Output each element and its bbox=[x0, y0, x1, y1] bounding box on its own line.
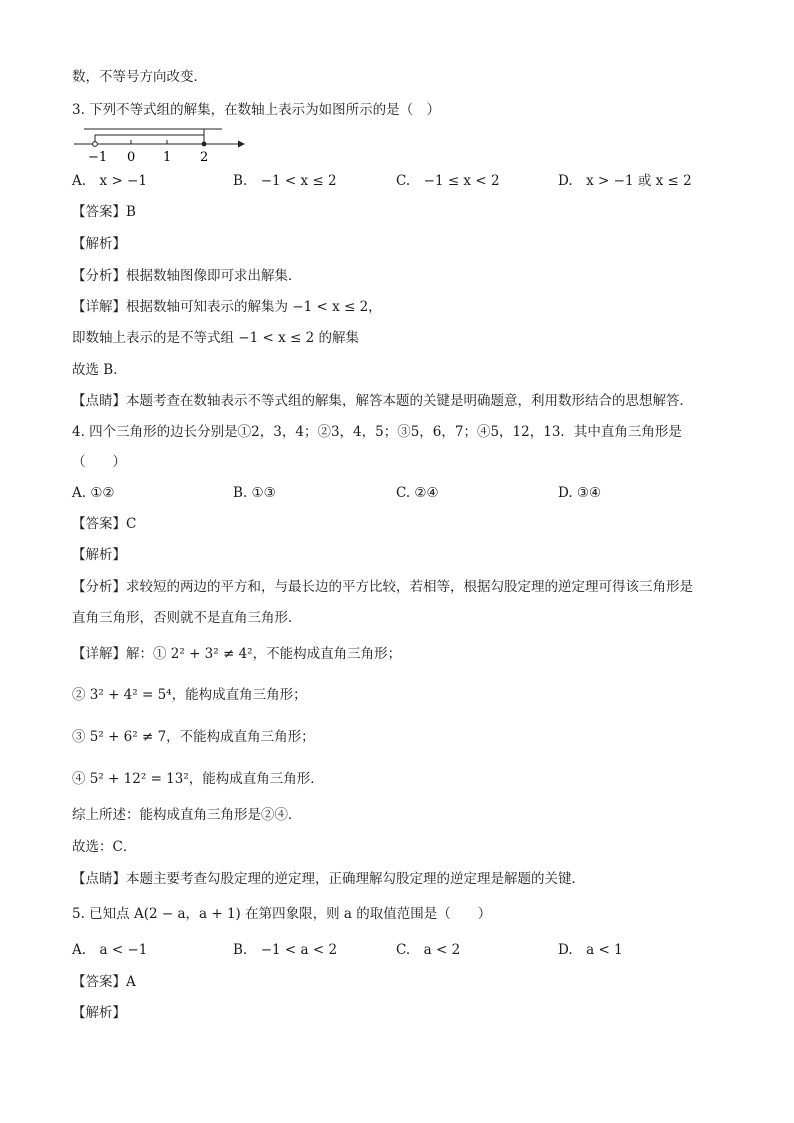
analysis-tag: 【解析】 bbox=[72, 547, 126, 563]
number-line-figure bbox=[72, 124, 252, 166]
q3-option-b: B. −1 < x ≤ 2 bbox=[233, 173, 337, 189]
tick-label: 2 bbox=[200, 150, 209, 165]
answer-tag: 【答案】C bbox=[72, 516, 137, 532]
q3-option-c: C. −1 ≤ x < 2 bbox=[396, 173, 500, 189]
q5-option-c: C. a < 2 bbox=[396, 942, 461, 958]
q3-option-a: A. x > −1 bbox=[72, 173, 147, 189]
q5-option-a: A. a < −1 bbox=[72, 942, 148, 958]
tick-label: 1 bbox=[163, 150, 172, 165]
analysis-tag: 【解析】 bbox=[72, 1005, 126, 1021]
detail-line: ③ 5² + 6² ≠ 7，不能构成直角三角形； bbox=[72, 729, 315, 745]
answer-tag: 【答案】A bbox=[72, 974, 136, 990]
choice-line: 故选：C． bbox=[72, 839, 137, 855]
q5-option-b: B. −1 < a < 2 bbox=[233, 942, 338, 958]
summary-line: 综上所述：能构成直角三角形是②④． bbox=[72, 807, 302, 823]
q5-option-d: D. a < 1 bbox=[558, 942, 623, 958]
analysis-line: 直角三角形，否则就不是直角三角形． bbox=[72, 610, 302, 626]
q3-option-d: D. x > −1 或 x ≤ 2 bbox=[558, 173, 692, 189]
question-3: 3. 下列不等式组的解集，在数轴上表示为如图所示的是（ ） bbox=[72, 102, 441, 118]
open-endpoint bbox=[93, 142, 98, 147]
analysis-line: 【分析】求较短的两边的平方和，与最长边的平方比较，若相等，根据勾股定理的逆定理可得该三角形是 bbox=[72, 579, 693, 595]
analysis-tag: 【解析】 bbox=[72, 236, 126, 252]
analysis-line: 【分析】根据数轴图像即可求出解集． bbox=[72, 268, 302, 284]
detail-line: 【详解】根据数轴可知表示的解集为 −1 < x ≤ 2， bbox=[72, 299, 382, 315]
closed-endpoint bbox=[202, 142, 207, 147]
comment-line: 【点睛】本题考查在数轴表示不等式组的解集，解答本题的关键是明确题意，利用数形结合的思想解答． bbox=[72, 393, 693, 409]
detail-line: 【详解】解：① 2² + 3² ≠ 4²，不能构成直角三角形； bbox=[72, 646, 402, 662]
detail-line: 即数轴上表示的是不等式组 −1 < x ≤ 2 的解集 bbox=[72, 330, 359, 346]
detail-line: ④ 5² + 12² = 13²，能构成直角三角形． bbox=[72, 771, 324, 787]
answer-tag: 【答案】B bbox=[72, 204, 136, 220]
tick-label: −1 bbox=[88, 150, 108, 165]
tick-label: 0 bbox=[127, 150, 136, 165]
question-5: 5. 已知点 A(2 − a，a + 1) 在第四象限，则 a 的取值范围是（ ） bbox=[72, 906, 492, 922]
q4-option-a: A. ①② bbox=[72, 485, 115, 501]
detail-line: ② 3² + 4² = 5⁴，能构成直角三角形； bbox=[72, 687, 307, 703]
comment-line: 【点睛】本题主要考查勾股定理的逆定理，正确理解勾股定理的逆定理是解题的关键． bbox=[72, 871, 585, 887]
text-line: 数，不等号方向改变． bbox=[72, 69, 207, 85]
q4-option-d: D. ③④ bbox=[558, 485, 602, 501]
choice-line: 故选 B． bbox=[72, 362, 127, 378]
axis-arrow-icon bbox=[238, 141, 245, 148]
q4-option-c: C. ②④ bbox=[396, 485, 439, 501]
question-4: 4. 四个三角形的边长分别是①2，3，4；②3，4，5；③5，6，7；④5，12，13．其中直角三角形是 bbox=[72, 424, 682, 440]
question-4-paren: （ ） bbox=[72, 454, 126, 470]
q4-option-b: B. ①③ bbox=[233, 485, 276, 501]
